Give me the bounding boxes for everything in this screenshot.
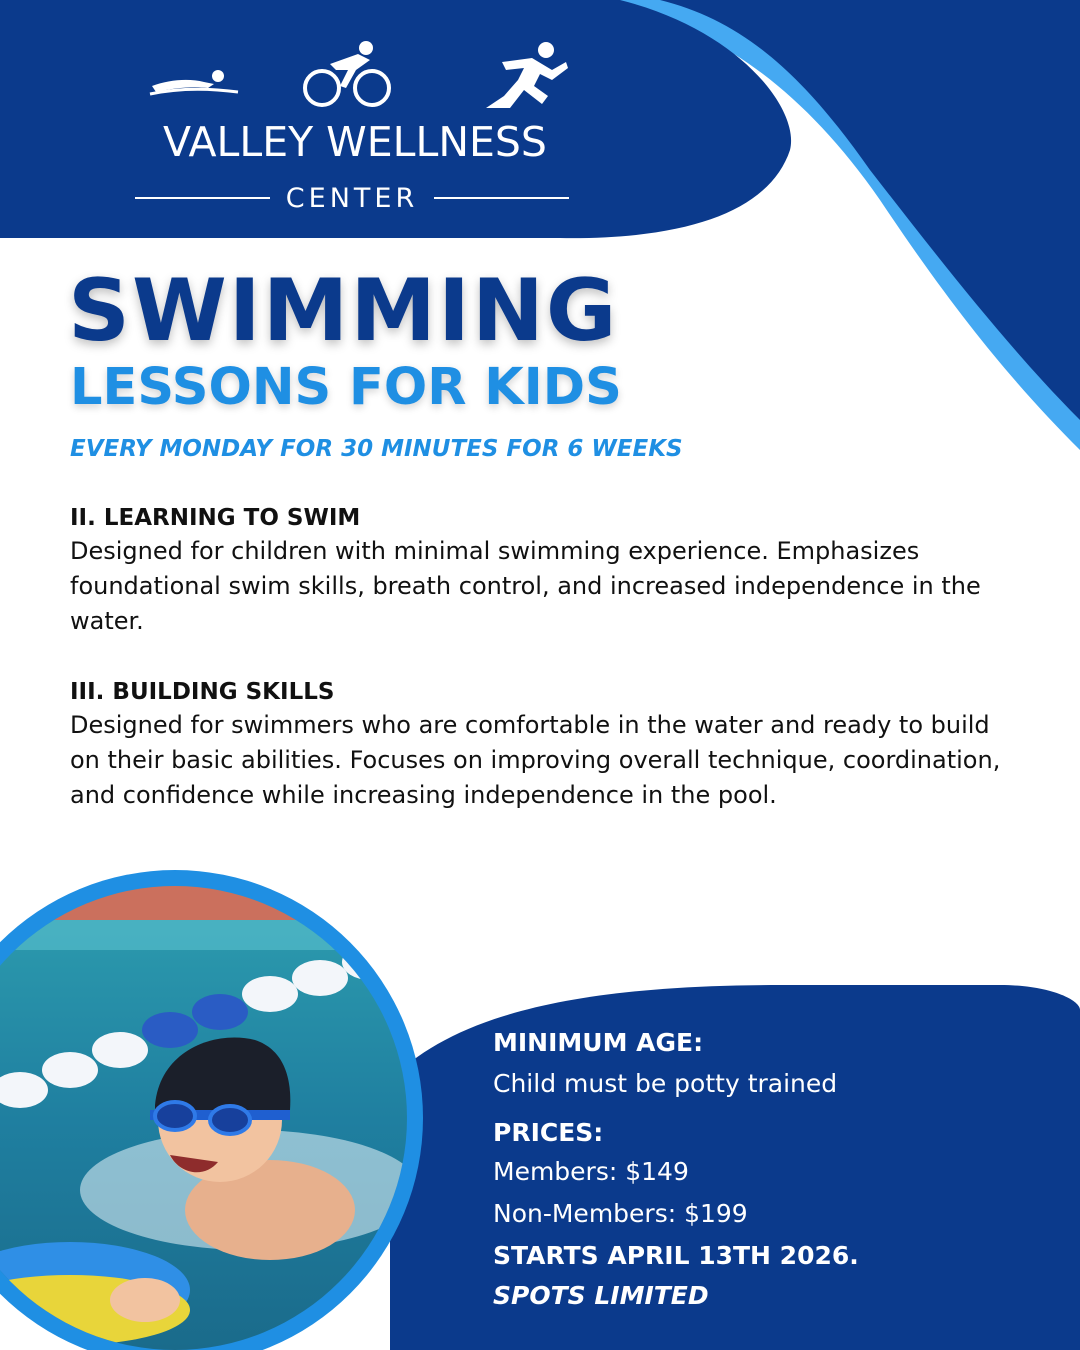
divider-left (135, 197, 270, 199)
prices-label: PRICES: (493, 1118, 604, 1147)
price-members: Members: $149 (493, 1157, 689, 1186)
brand-name: VALLEY WELLNESS (163, 118, 547, 166)
cyclist-icon (300, 40, 392, 108)
schedule-text: EVERY MONDAY FOR 30 MINUTES FOR 6 WEEKS (70, 436, 683, 462)
min-age-label: MINIMUM AGE: (493, 1028, 704, 1057)
divider-right (434, 197, 569, 199)
section-body: Designed for children with minimal swimming experience. Emphasizes foundational swim skills, breath control, and increased independence in the water. (70, 537, 981, 635)
page-subtitle: LESSONS FOR KIDS (70, 358, 622, 417)
section-heading: II. LEARNING TO SWIM (70, 505, 361, 531)
swimmer-icon (148, 66, 240, 96)
section-body: Designed for swimmers who are comfortable in the water and ready to build on their basic abilities. Focuses on improving overall technique, coordination, and confidence while increasing independence in the pool. (70, 711, 1001, 809)
details-panel (493, 1025, 1053, 1315)
section-heading: III. BUILDING SKILLS (70, 679, 335, 705)
section-learning-to-swim (70, 502, 1020, 639)
brand-subtitle: CENTER (285, 182, 419, 214)
section-building-skills (70, 676, 1020, 813)
runner-icon (482, 40, 570, 110)
min-age-value: Child must be potty trained (493, 1069, 838, 1098)
price-non-members: Non-Members: $199 (493, 1199, 748, 1228)
brand-subtitle-row (135, 178, 569, 218)
swimmer-photo (0, 880, 440, 1350)
page-title: SWIMMING (68, 261, 619, 361)
spots-limited-note: SPOTS LIMITED (493, 1281, 709, 1310)
start-date: STARTS APRIL 13TH 2026. (493, 1241, 859, 1270)
